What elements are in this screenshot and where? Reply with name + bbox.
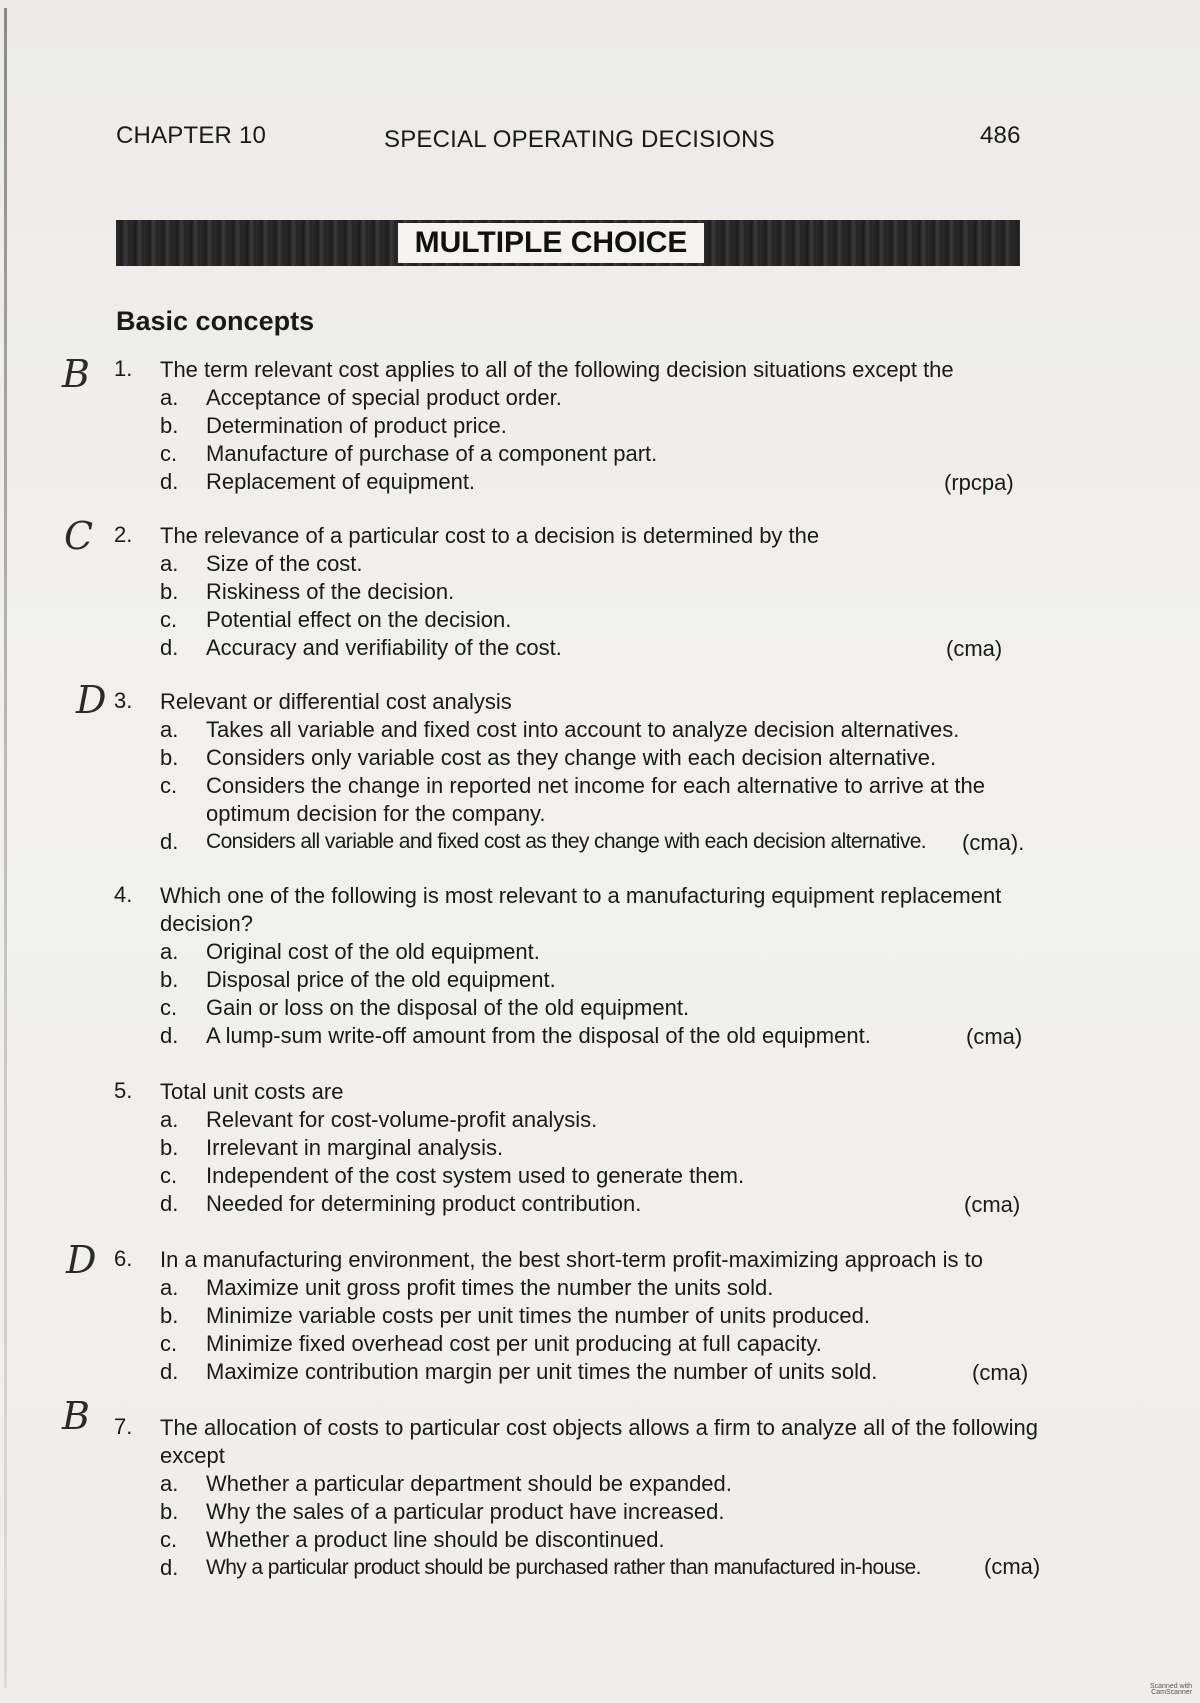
question-number: 5.	[114, 1078, 133, 1103]
section-title: Basic concepts	[116, 306, 315, 336]
scanner-watermark: Scanned with CamScanner	[1149, 1683, 1192, 1696]
page-number: 486	[980, 122, 1021, 149]
question-number: 4.	[114, 882, 133, 907]
question-source: (rpcpa)	[944, 470, 1014, 495]
question-source: (cma)	[984, 1554, 1041, 1579]
handwritten-answer: D	[66, 1238, 97, 1282]
question-source: (cma)	[946, 636, 1003, 661]
question-stem: The allocation of costs to particular cost objects allows a firm to analyze all of the following except	[160, 1415, 1038, 1468]
question-stem: Which one of the following is most relevant to a manufacturing equipment replacement decision?	[160, 883, 1002, 936]
question-stem: Relevant or differential cost analysis	[160, 689, 512, 714]
question-source: (cma)	[964, 1192, 1021, 1217]
chapter-label: CHAPTER 10	[116, 122, 267, 149]
chapter-title: SPECIAL OPERATING DECISIONS	[384, 126, 775, 153]
question-source: (cma)	[972, 1360, 1029, 1385]
handwritten-answer: B	[62, 352, 90, 396]
question-number: 3.	[114, 688, 133, 713]
question-number: 7.	[114, 1414, 133, 1439]
question-number: 1.	[114, 356, 133, 381]
question-stem: The relevance of a particular cost to a decision is determined by the	[160, 523, 820, 548]
banner-label: MULTIPLE CHOICE	[398, 223, 704, 263]
question-source: (cma).	[962, 830, 1025, 855]
question-number: 2.	[114, 522, 133, 547]
question-stem: In a manufacturing environment, the best short-term profit-maximizing approach is to	[160, 1247, 983, 1272]
scanned-page: CHAPTER 10 SPECIAL OPERATING DECISIONS 486 MULTIPLE CHOICE Basic concepts B 1. The term relevant cost applies to all of the following decision situations except the a. Acceptance of special product order. b. Determination of product price. c. Manufacture of purchase of a component part. d. Replacement of equipment. (rpcpa) C 2. The relevance of a particular cost to a decision is determined by the a. Size of the cost. b. Riskiness of the decision. c. Potential effect on the decision. d. Accuracy and verifiability of the cost. (cma) D 3. Relevant or differential cost analysis a. Takes all variable and fixed cost into account to analyze decision alternatives. b. Considers only variable cost as they change with each decision alternative. c. Considers the change in reported net income for each alternative to arrive at the optimum decision for the company. d. Considers all variable and fixed cost as they change with each decision alternative. (cma). 4. Which one of the following is most relevant to a manufacturing equipment replacement decision? a. Original cost of the old equipment. b. Disposal price of the old equipment. c. Gain or loss on the disposal of the old equipment. d. A lump-sum write-off amount from the disposal of the old equipment. (cma) 5. Total unit costs are a. Relevant for cost-volume-profit analysis. b. Irrelevant in marginal analysis. c. Independent of the cost system used to generate them. d. Needed for determining product contribution. (cma) D 6. In a manufacturing environment, the best short-term profit-maximizing approach is to a. Maximize unit gross profit times the number the units sold. b. Minimize variable costs per unit times the number of units produced. c. Minimize fixed overhead cost per unit producing at full capacity. d. Maximize contribution margin per unit times the number of units sold. (cma) B 7. The allocation of costs to particular cost objects allows a firm to analyze all of the following except a. Whether a particular department should be expanded. b. Why the sales of a particular product have increased. c. Whether a product line should be discontinued. d. Why a particular product should be purchased rather than manufactured in-house. (cma) Scanned with CamScanner	[0, 0, 1200, 1703]
question-stem: Total unit costs are	[160, 1079, 344, 1104]
handwritten-answer: B	[62, 1394, 90, 1438]
question-number: 6.	[114, 1246, 133, 1271]
handwritten-answer: D	[76, 678, 107, 722]
page-edge-shadow	[4, 8, 7, 1688]
section-banner	[116, 220, 1020, 266]
handwritten-answer: C	[64, 514, 94, 558]
question-stem: The term relevant cost applies to all of the following decision situations except the	[160, 357, 954, 382]
question-source: (cma)	[966, 1024, 1023, 1049]
